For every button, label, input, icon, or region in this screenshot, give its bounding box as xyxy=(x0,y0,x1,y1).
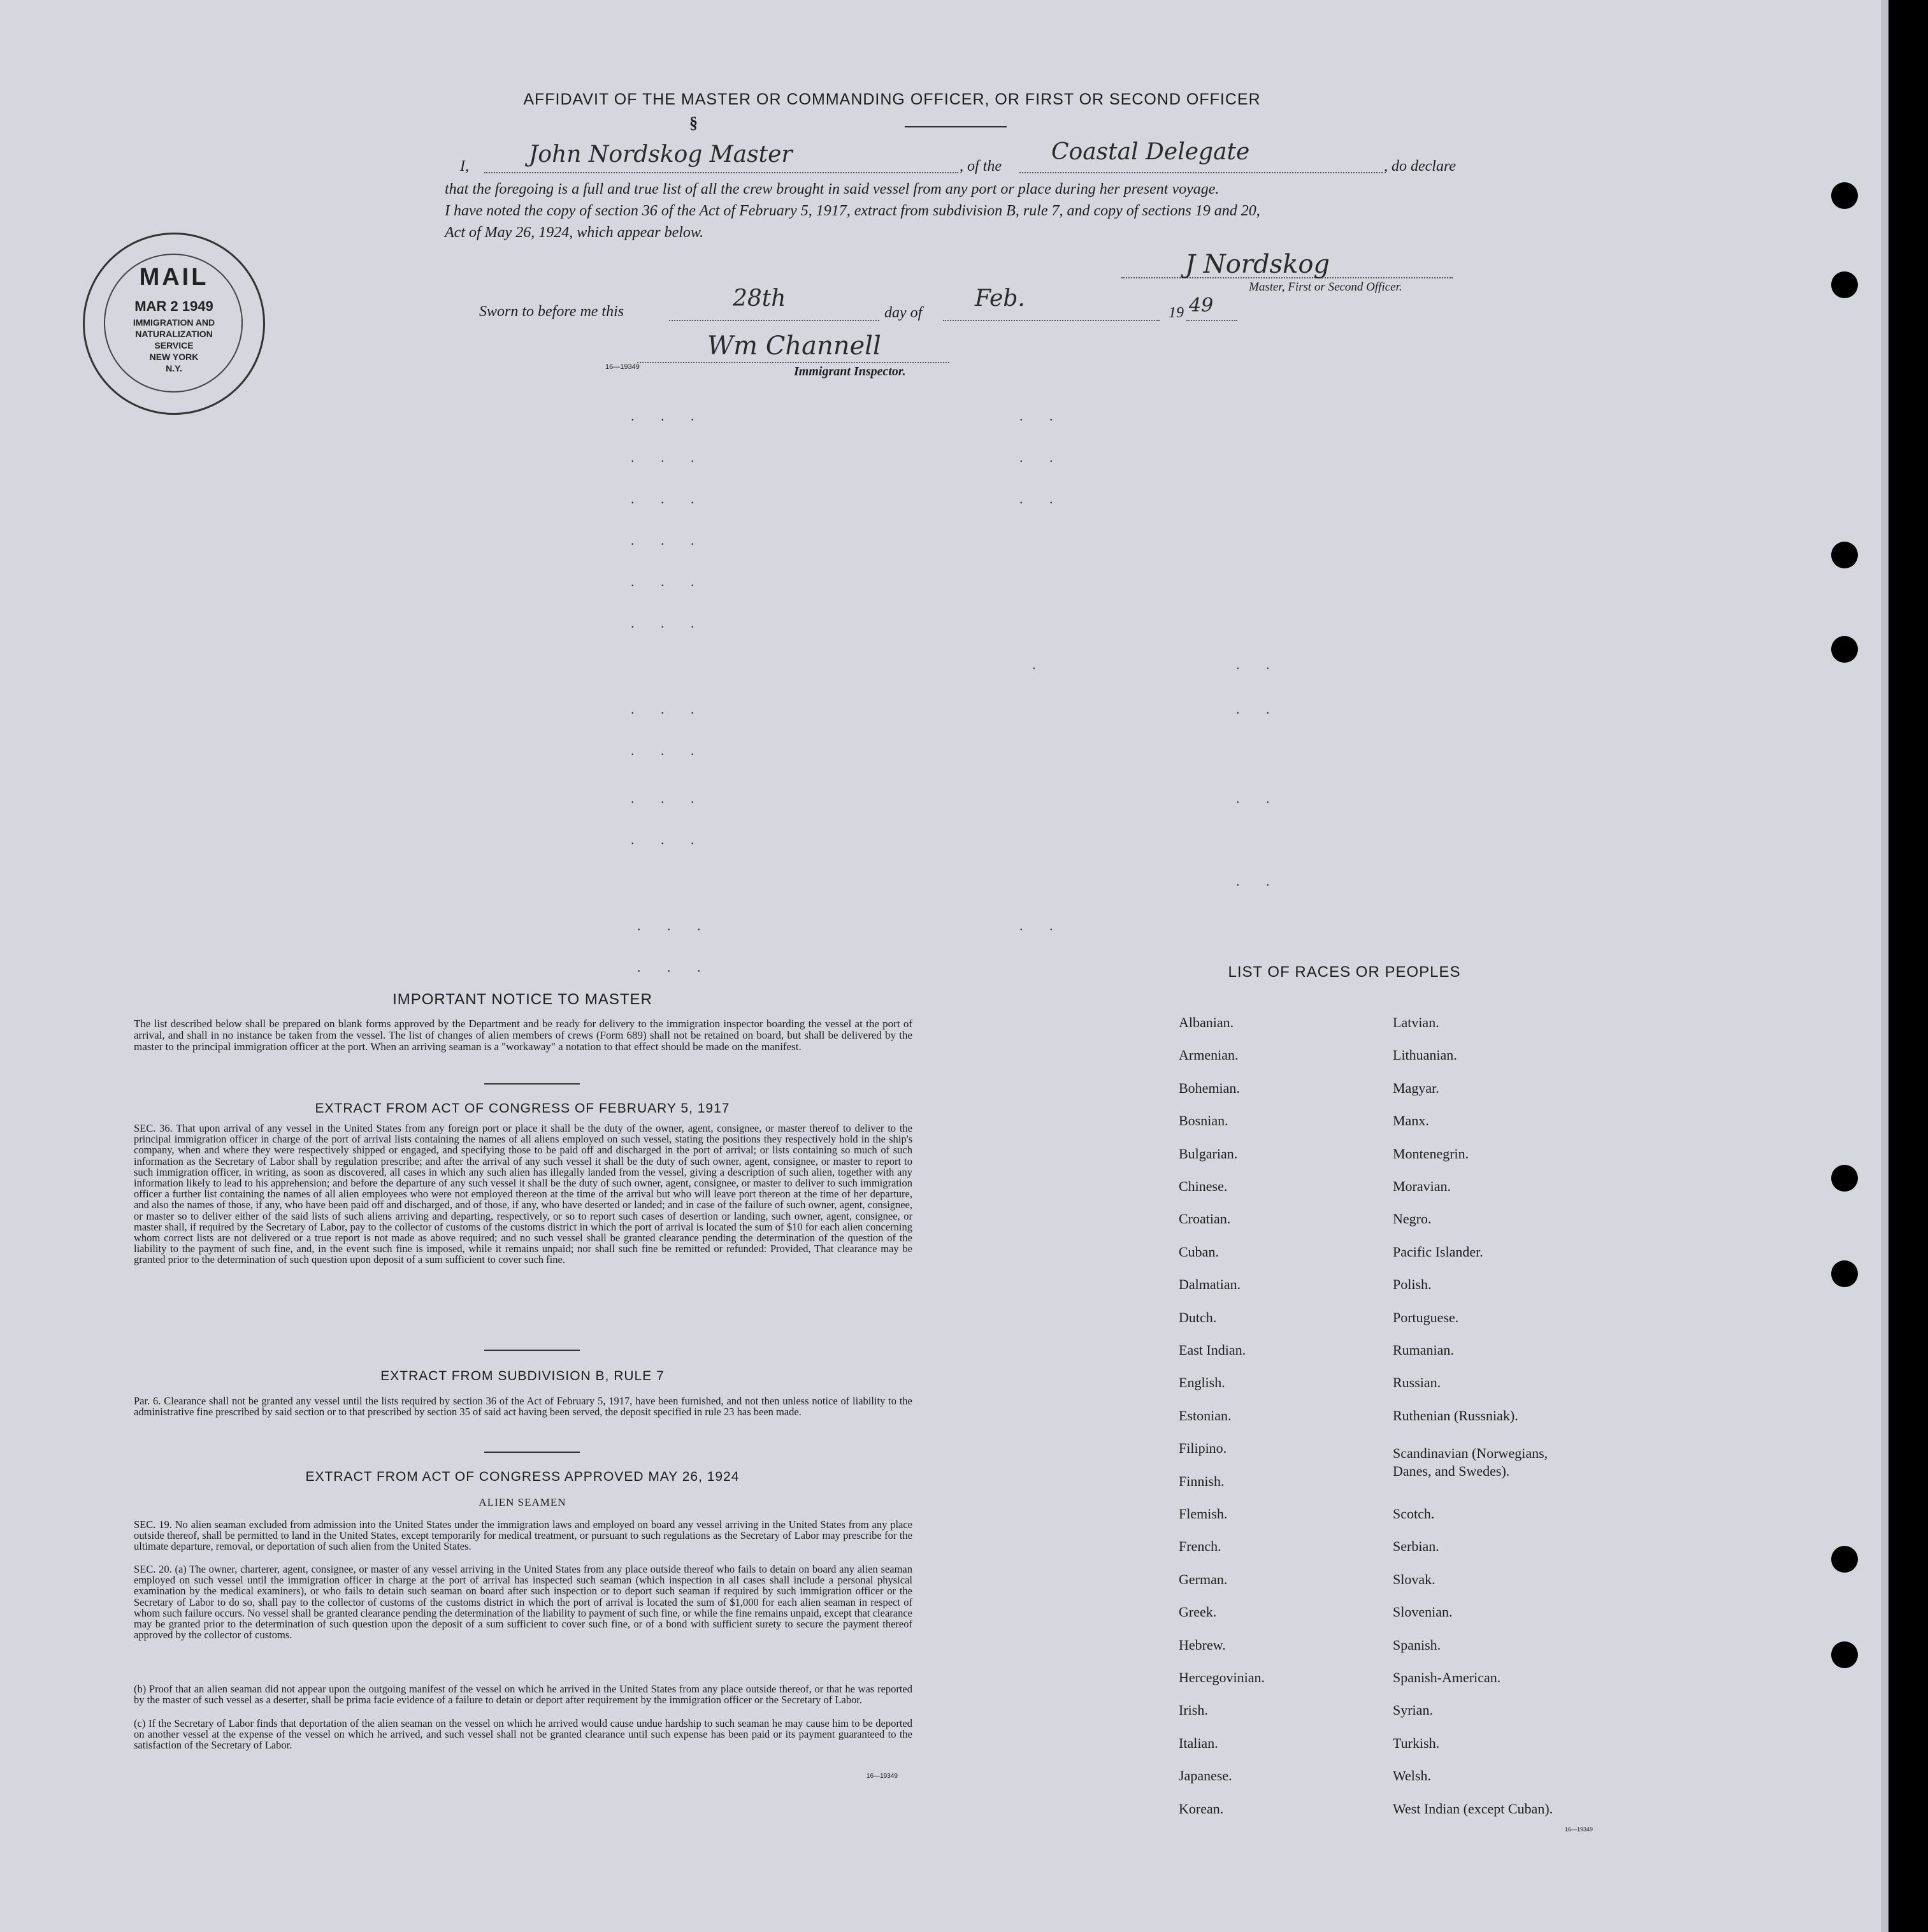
extract-1924-title: EXTRACT FROM ACT OF CONGRESS APPROVED MAY 26, 1924 xyxy=(305,1469,740,1484)
race-item-right: Turkish. xyxy=(1393,1734,1440,1751)
extract-1917-title: EXTRACT FROM ACT OF CONGRESS OF FEBRUARY 5, 1917 xyxy=(315,1101,730,1116)
of-the-label: , of the xyxy=(960,158,1002,175)
extract-1924-sec20a: SEC. 20. (a) The owner, charterer, agent, consignee, or master of any vessel arriving in the United States from any place outside thereof who fails to detain on board any alien seaman employed on such vessel until the immigration officer in charge at the port of arrival has inspected such seaman (which inspection in all cases shall include a personal physical examination by the medical examiners), or who fails to detain such seaman on board after such inspection or to deport such seaman if required by such immigration officer or the Secretary of Labor to do so, shall pay to the collector of customs of the customs district in which the port of arrival is located the sum of $1,000 for each alien seaman in respect of whom such failure occurs. No vessel shall be granted clearance pending the determination of the liability to payment of such fine, or while the fine remains unpaid, except that clearance may be granted prior to the determination of such question upon the deposit of a sum sufficient to cover such fine, or of a bond with sufficient surety to secure the payment thereof approved by the collector of customs. xyxy=(134,1563,912,1641)
race-item-right: Serbian. xyxy=(1393,1538,1439,1555)
binder-hole xyxy=(1831,1641,1858,1668)
race-item-left: Estonian. xyxy=(1179,1407,1232,1424)
race-item-right: Pacific Islander. xyxy=(1393,1243,1483,1260)
faint-marks: . . . xyxy=(631,491,706,507)
faint-marks: . . xyxy=(1236,790,1281,806)
race-item-right: Montenegrin. xyxy=(1393,1145,1469,1162)
race-item-left: Flemish. xyxy=(1179,1506,1228,1522)
affidavit-title: AFFIDAVIT OF THE MASTER OR COMMANDING OFFICER, OR FIRST OR SECOND OFFICER xyxy=(523,90,1261,108)
faint-marks: . . xyxy=(1019,491,1065,507)
race-item-left: French. xyxy=(1179,1538,1221,1555)
extract-1924-subtitle: ALIEN SEAMEN xyxy=(478,1496,566,1508)
race-item-right: Syrian. xyxy=(1393,1702,1433,1719)
faint-marks: . . xyxy=(1236,701,1281,717)
stamp-date: MAR 2 1949 xyxy=(134,298,213,314)
form-number-top: 16—19349 xyxy=(605,363,640,371)
rule7-text: Par. 6. Clearance shall not be granted any vessel until the lists required by section 36 of the Act of February 5, 1917, have been furnished, and not then unless notice of liability to the administrative fine prescribed by said section or to that prescribed by section 35 of said act having been served, the deposit specified in rule 23 has been made. xyxy=(134,1395,912,1418)
notice-text: The list described below shall be prepared on blank forms approved by the Department and be ready for delivery to the immigration inspector boarding the vessel at the port of arrival, and shall in no instance be taken from the vessel. The list of changes of alien members of crews (Form 689) shall not be retained on board, but shall be delivered by the master to the principal immigration officer at the port. When an arriving seaman is a "workaway" a notation to that effect should be made on the manifest. xyxy=(134,1018,912,1053)
faint-marks: . . . xyxy=(631,615,706,631)
notice-title: IMPORTANT NOTICE TO MASTER xyxy=(392,991,652,1008)
race-item-left: Bosnian. xyxy=(1179,1113,1228,1129)
race-item-left: Japanese. xyxy=(1179,1768,1232,1784)
race-item-left: Armenian. xyxy=(1179,1047,1239,1063)
race-item-right: Scandinavian (Norwegians, xyxy=(1393,1445,1548,1462)
race-item-right: Slovenian. xyxy=(1393,1604,1453,1620)
race-item-right: Russian. xyxy=(1393,1374,1441,1391)
faint-marks: . . . xyxy=(631,742,706,758)
race-item-right: Ruthenian (Russniak). xyxy=(1393,1407,1518,1424)
faint-marks: . xyxy=(1032,656,1047,672)
binder-hole xyxy=(1831,636,1858,663)
do-declare-label: , do declare xyxy=(1384,158,1457,175)
page-edge xyxy=(1881,0,1888,1932)
stamp-top: MAIL xyxy=(139,264,209,291)
race-item-left: Hebrew. xyxy=(1179,1636,1226,1653)
race-item-right: Scotch. xyxy=(1393,1506,1435,1522)
race-item-right: Spanish-American. xyxy=(1393,1669,1501,1685)
faint-marks: . . . xyxy=(637,959,712,975)
race-item-left: Italian. xyxy=(1179,1734,1218,1751)
faint-marks: . . . xyxy=(631,532,706,548)
faint-marks: . . . xyxy=(631,449,706,465)
master-name-handwritten: John Nordskog Master xyxy=(529,141,793,168)
binder-hole xyxy=(1831,1260,1858,1287)
race-item-left: Chinese. xyxy=(1179,1178,1228,1194)
year-handwritten: 49 xyxy=(1189,294,1214,317)
affidavit-line-4: Act of May 26, 1924, which appear below. xyxy=(445,224,704,241)
faint-marks: . . . xyxy=(637,918,712,934)
extract-1924-sec20c: (c) If the Secretary of Labor finds that deportation of the alien seaman on the vessel on which he arrived would cause undue hardship to such seaman he may cause him to be deported on another vessel at the expense of the vessel on which he arrived, and such vessel shall not be granted clearance until such expense has been paid or its payment guaranteed to the satisfaction of the Secretary of Labor. xyxy=(134,1717,912,1752)
race-item-left: English. xyxy=(1179,1374,1225,1391)
race-item-right: Welsh. xyxy=(1393,1768,1431,1784)
sworn-label: Sworn to before me this xyxy=(479,303,624,320)
race-item-left: Hercegovinian. xyxy=(1179,1669,1265,1685)
inspector-signature-line xyxy=(637,334,949,363)
rule-divider xyxy=(484,1350,580,1351)
master-signature-caption: Master, First or Second Officer. xyxy=(1249,280,1402,294)
extract-1924-sec19: SEC. 19. No alien seaman excluded from admission into the United States under the immigration laws and employed on board any vessel arriving in the United States from any place outside thereof, shall be permitted to land in the United States, except temporarily for medical treatment, or pursuant to such regulations as the Secretary of Labor may prescribe for the ultimate departure, removal, or deportation of such alien from the United States. xyxy=(134,1518,912,1553)
race-item-left: Dutch. xyxy=(1179,1309,1217,1325)
stamp-line-5: N.Y. xyxy=(166,363,182,373)
races-title: LIST OF RACES OR PEOPLES xyxy=(1228,963,1461,981)
title-rule xyxy=(905,126,1007,127)
inspector-signature: Wm Channell xyxy=(707,331,881,361)
sworn-month-handwritten: Feb. xyxy=(975,285,1025,312)
race-item-right: Magyar. xyxy=(1393,1079,1439,1096)
race-item-right: West Indian (except Cuban). xyxy=(1393,1800,1553,1817)
binder-hole xyxy=(1831,182,1858,209)
race-item-left: German. xyxy=(1179,1571,1228,1587)
affidavit-line-2: that the foregoing is a full and true list of all the crew brought in said vessel from any port or place during her present voyage. xyxy=(445,181,1219,198)
stamp-line-2: NATURALIZATION xyxy=(135,329,213,339)
race-item-right: Polish. xyxy=(1393,1276,1432,1293)
race-item-left: Irish. xyxy=(1179,1702,1208,1719)
race-item-right: Slovak. xyxy=(1393,1571,1435,1587)
race-item-left: Croatian. xyxy=(1179,1211,1231,1227)
faint-marks: . . xyxy=(1236,873,1281,889)
section-mark: § xyxy=(689,113,698,132)
faint-marks: . . . xyxy=(631,408,706,424)
stamp-line-4: NEW YORK xyxy=(149,352,199,362)
rule7-title: EXTRACT FROM SUBDIVISION B, RULE 7 xyxy=(380,1369,665,1383)
immigration-mail-stamp xyxy=(83,233,265,415)
faint-marks: . . xyxy=(1236,656,1281,672)
form-number-bottom: 16—19349 xyxy=(867,1773,898,1780)
race-item-right: Portuguese. xyxy=(1393,1309,1459,1325)
faint-marks: . . . xyxy=(631,832,706,847)
race-item-left: Albanian. xyxy=(1179,1014,1234,1030)
race-item-left: Cuban. xyxy=(1179,1243,1219,1260)
faint-marks: . . xyxy=(1019,408,1065,424)
race-item-right: Latvian. xyxy=(1393,1014,1439,1030)
race-item-left: Filipino. xyxy=(1179,1440,1227,1457)
race-item-right: Rumanian. xyxy=(1393,1342,1454,1358)
race-item-right: Danes, and Swedes). xyxy=(1393,1463,1510,1480)
master-signature: J Nordskog xyxy=(1185,250,1330,279)
notice-rule xyxy=(484,1083,580,1085)
sworn-day-handwritten: 28th xyxy=(733,285,786,312)
race-item-right: Manx. xyxy=(1393,1113,1429,1129)
race-item-left: Bohemian. xyxy=(1179,1079,1240,1096)
binder-hole xyxy=(1831,542,1858,568)
race-item-right: Lithuanian. xyxy=(1393,1047,1457,1063)
affidavit-line-3: I have noted the copy of section 36 of the Act of February 5, 1917, extract from subdivision B, rule 7, and copy of sections 19 and 20, xyxy=(445,203,1260,219)
extract-1924-sec20b: (b) Proof that an alien seaman did not appear upon the outgoing manifest of the vessel on which he arrived in the United States from any place outside thereof, or that he was reported by the master of such vessel as a deserter, shall be prima facie evidence of a failure to detain or deport after requirement by the immigration officer or the Secretary of Labor. xyxy=(134,1683,912,1706)
race-item-left: Dalmatian. xyxy=(1179,1276,1241,1293)
extract-1917-text: SEC. 36. That upon arrival of any vessel in the United States from any foreign port or place it shall be the duty of the owner, agent, consignee, or master thereof to deliver to the principal immigration officer in charge of the port of arrival lists containing the names of all aliens employed on such vessel, stating the positions they respectively hold in the ship's company, when and where they were respectively shipped or engaged, and specifying those to be paid off and discharged in the port of arrival; or lists containing so much of such information as the Secretary of Labor shall by regulation prescribe; and after the arrival of any such vessel it shall be the duty of such owner, agent, consignee, or master to report to such immigration officer, in writing, as soon as discovered, all cases in which any such alien has illegally landed from the vessel, giving a description of such alien, together with any information likely to lead to his apprehension; and before the departure of any such vessel it shall be the duty of such owner, agent, consignee, or master to deliver to such immigration officer a further list containing the names of all alien employees who were not employed thereon at the time of the arrival but who will leave port thereon at the time of her departure, and also the names of those, if any, who have been paid off and discharged, and of those, if any, who have deserted or landed; and in case of the failure of such owner, agent, consignee, or master so to deliver either of the said lists of such aliens arriving and departing, respectively, or so to report such cases of desertion or landing, such owner, agent, consignee, or master shall, if required by the Secretary of Labor, pay to the collector of customs of the customs district in which the port of arrival is located the sum of $10 for each alien concerning whom correct lists are not delivered or a true report is not made as above required; and no such vessel shall be granted clearance pending the determination of the question of the liability to the payment of such fine, and, in the event such fine is imposed, while it remains unpaid; nor shall such fine be remitted or refunded: Provided, That clearance may be granted prior to the determination of such question upon deposit of a sum sufficient to cover such fine. xyxy=(134,1122,912,1266)
race-item-right: Spanish. xyxy=(1393,1636,1441,1653)
faint-marks: . . xyxy=(1019,449,1065,465)
race-item-left: Greek. xyxy=(1179,1604,1217,1620)
race-item-right: Negro. xyxy=(1393,1211,1432,1227)
faint-marks: . . . xyxy=(631,790,706,806)
inspector-caption: Immigrant Inspector. xyxy=(794,364,906,378)
year-prefix: 19 xyxy=(1169,305,1184,321)
day-of-label: day of xyxy=(884,305,923,321)
race-item-left: Bulgarian. xyxy=(1179,1145,1238,1162)
stamp-line-3: SERVICE xyxy=(154,340,194,350)
stamp-line-1: IMMIGRATION AND xyxy=(133,317,215,328)
i-label: I, xyxy=(460,158,469,175)
form-number-races: 16—19349 xyxy=(1565,1826,1593,1833)
rule-divider xyxy=(484,1452,580,1453)
vessel-name-handwritten: Coastal Delegate xyxy=(1051,139,1250,165)
faint-marks: . . xyxy=(1019,918,1065,934)
faint-marks: . . . xyxy=(631,701,706,717)
binder-hole xyxy=(1831,271,1858,298)
race-item-left: East Indian. xyxy=(1179,1342,1246,1358)
race-item-left: Finnish. xyxy=(1179,1473,1225,1489)
race-item-left: Korean. xyxy=(1179,1800,1224,1817)
faint-marks: . . . xyxy=(631,573,706,589)
binder-hole xyxy=(1831,1546,1858,1573)
race-item-right: Moravian. xyxy=(1393,1178,1451,1194)
binder-hole xyxy=(1831,1165,1858,1192)
